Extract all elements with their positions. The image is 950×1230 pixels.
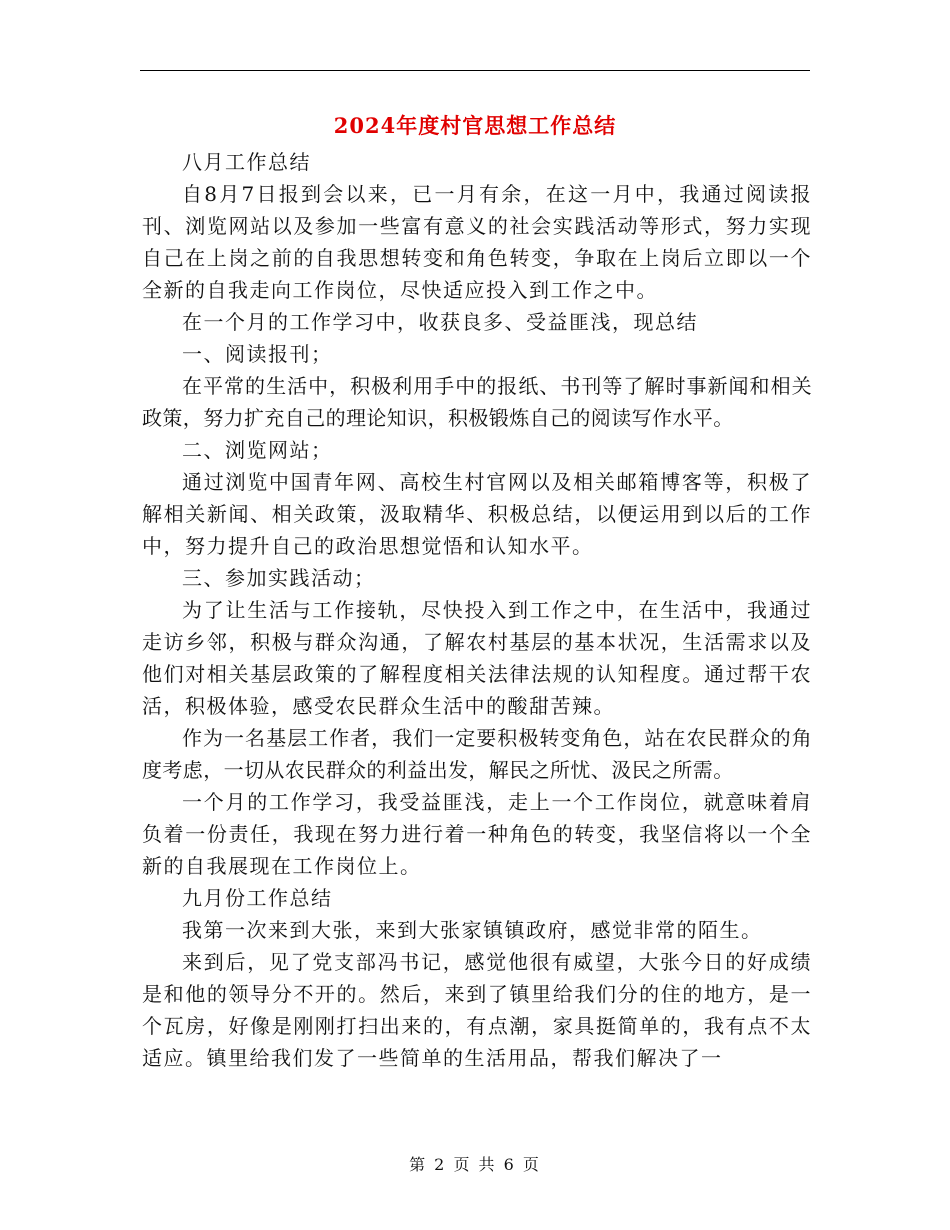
paragraph-arrival: 我第一次来到大张，来到大张家镇镇政府，感觉非常的陌生。 xyxy=(182,918,763,942)
paragraph-intro: 自8月7日报到会以来，已一月有余，在这一月中，我通过阅读报刊、浏览网站以及参加一些富有意义的社会实践活动等形式，努力实现自己在上岗之前的自我思想转变和角色转变，争取在上岗后立即以一个全新的自我走向工作岗位，尽快适应投入到工作之中。 xyxy=(142,182,812,302)
document-title: 2024年度村官思想工作总结 xyxy=(333,113,617,138)
section-heading-september: 九月份工作总结 xyxy=(182,886,333,910)
subheading-websites: 二、浏览网站； xyxy=(182,438,333,462)
subheading-reading: 一、阅读报刊； xyxy=(182,342,333,366)
paragraph-first-impression: 来到后，见了党支部冯书记，感觉他很有威望，大张今日的好成绩是和他的领导分不开的。然后，来到了镇里给我们分的住的地方，是一个瓦房，好像是刚刚打扫出来的，有点潮，家具挺简单的，我有点不太适应。镇里给我们发了一些简单的生活用品，帮我们解决了一 xyxy=(142,950,812,1070)
paragraph-conclusion: 一个月的工作学习，我受益匪浅，走上一个工作岗位，就意味着肩负着一份责任，我现在努力进行着一种角色的转变，我坚信将以一个全新的自我展现在工作岗位上。 xyxy=(142,790,812,878)
paragraph-websites: 通过浏览中国青年网、高校生村官网以及相关邮箱博客等，积极了解相关新闻、相关政策，汲取精华、积极总结，以便运用到以后的工作中，努力提升自己的政治思想觉悟和认知水平。 xyxy=(142,470,812,558)
document-body xyxy=(142,146,812,1074)
paragraph-role: 作为一名基层工作者，我们一定要积极转变角色，站在农民群众的角度考虑，一切从农民群众的利益出发，解民之所忧、汲民之所需。 xyxy=(142,726,812,782)
paragraph-reading: 在平常的生活中，积极利用手中的报纸、书刊等了解时事新闻和相关政策，努力扩充自己的理论知识，积极锻炼自己的阅读写作水平。 xyxy=(142,374,812,430)
paragraph-practice: 为了让生活与工作接轨，尽快投入到工作之中，在生活中，我通过走访乡邻，积极与群众沟通，了解农村基层的基本状况，生活需求以及他们对相关基层政策的了解程度相关法律法规的认知程度。通过帮干农活，积极体验，感受农民群众生活中的酸甜苦辣。 xyxy=(142,598,812,718)
paragraph-summary-lead: 在一个月的工作学习中，收获良多、受益匪浅，现总结 xyxy=(182,310,698,334)
section-heading-august: 八月工作总结 xyxy=(182,150,311,174)
page-number: 第 2 页 共 6 页 xyxy=(409,1155,541,1174)
subheading-practice: 三、参加实践活动； xyxy=(182,566,376,590)
header-rule xyxy=(140,70,810,71)
